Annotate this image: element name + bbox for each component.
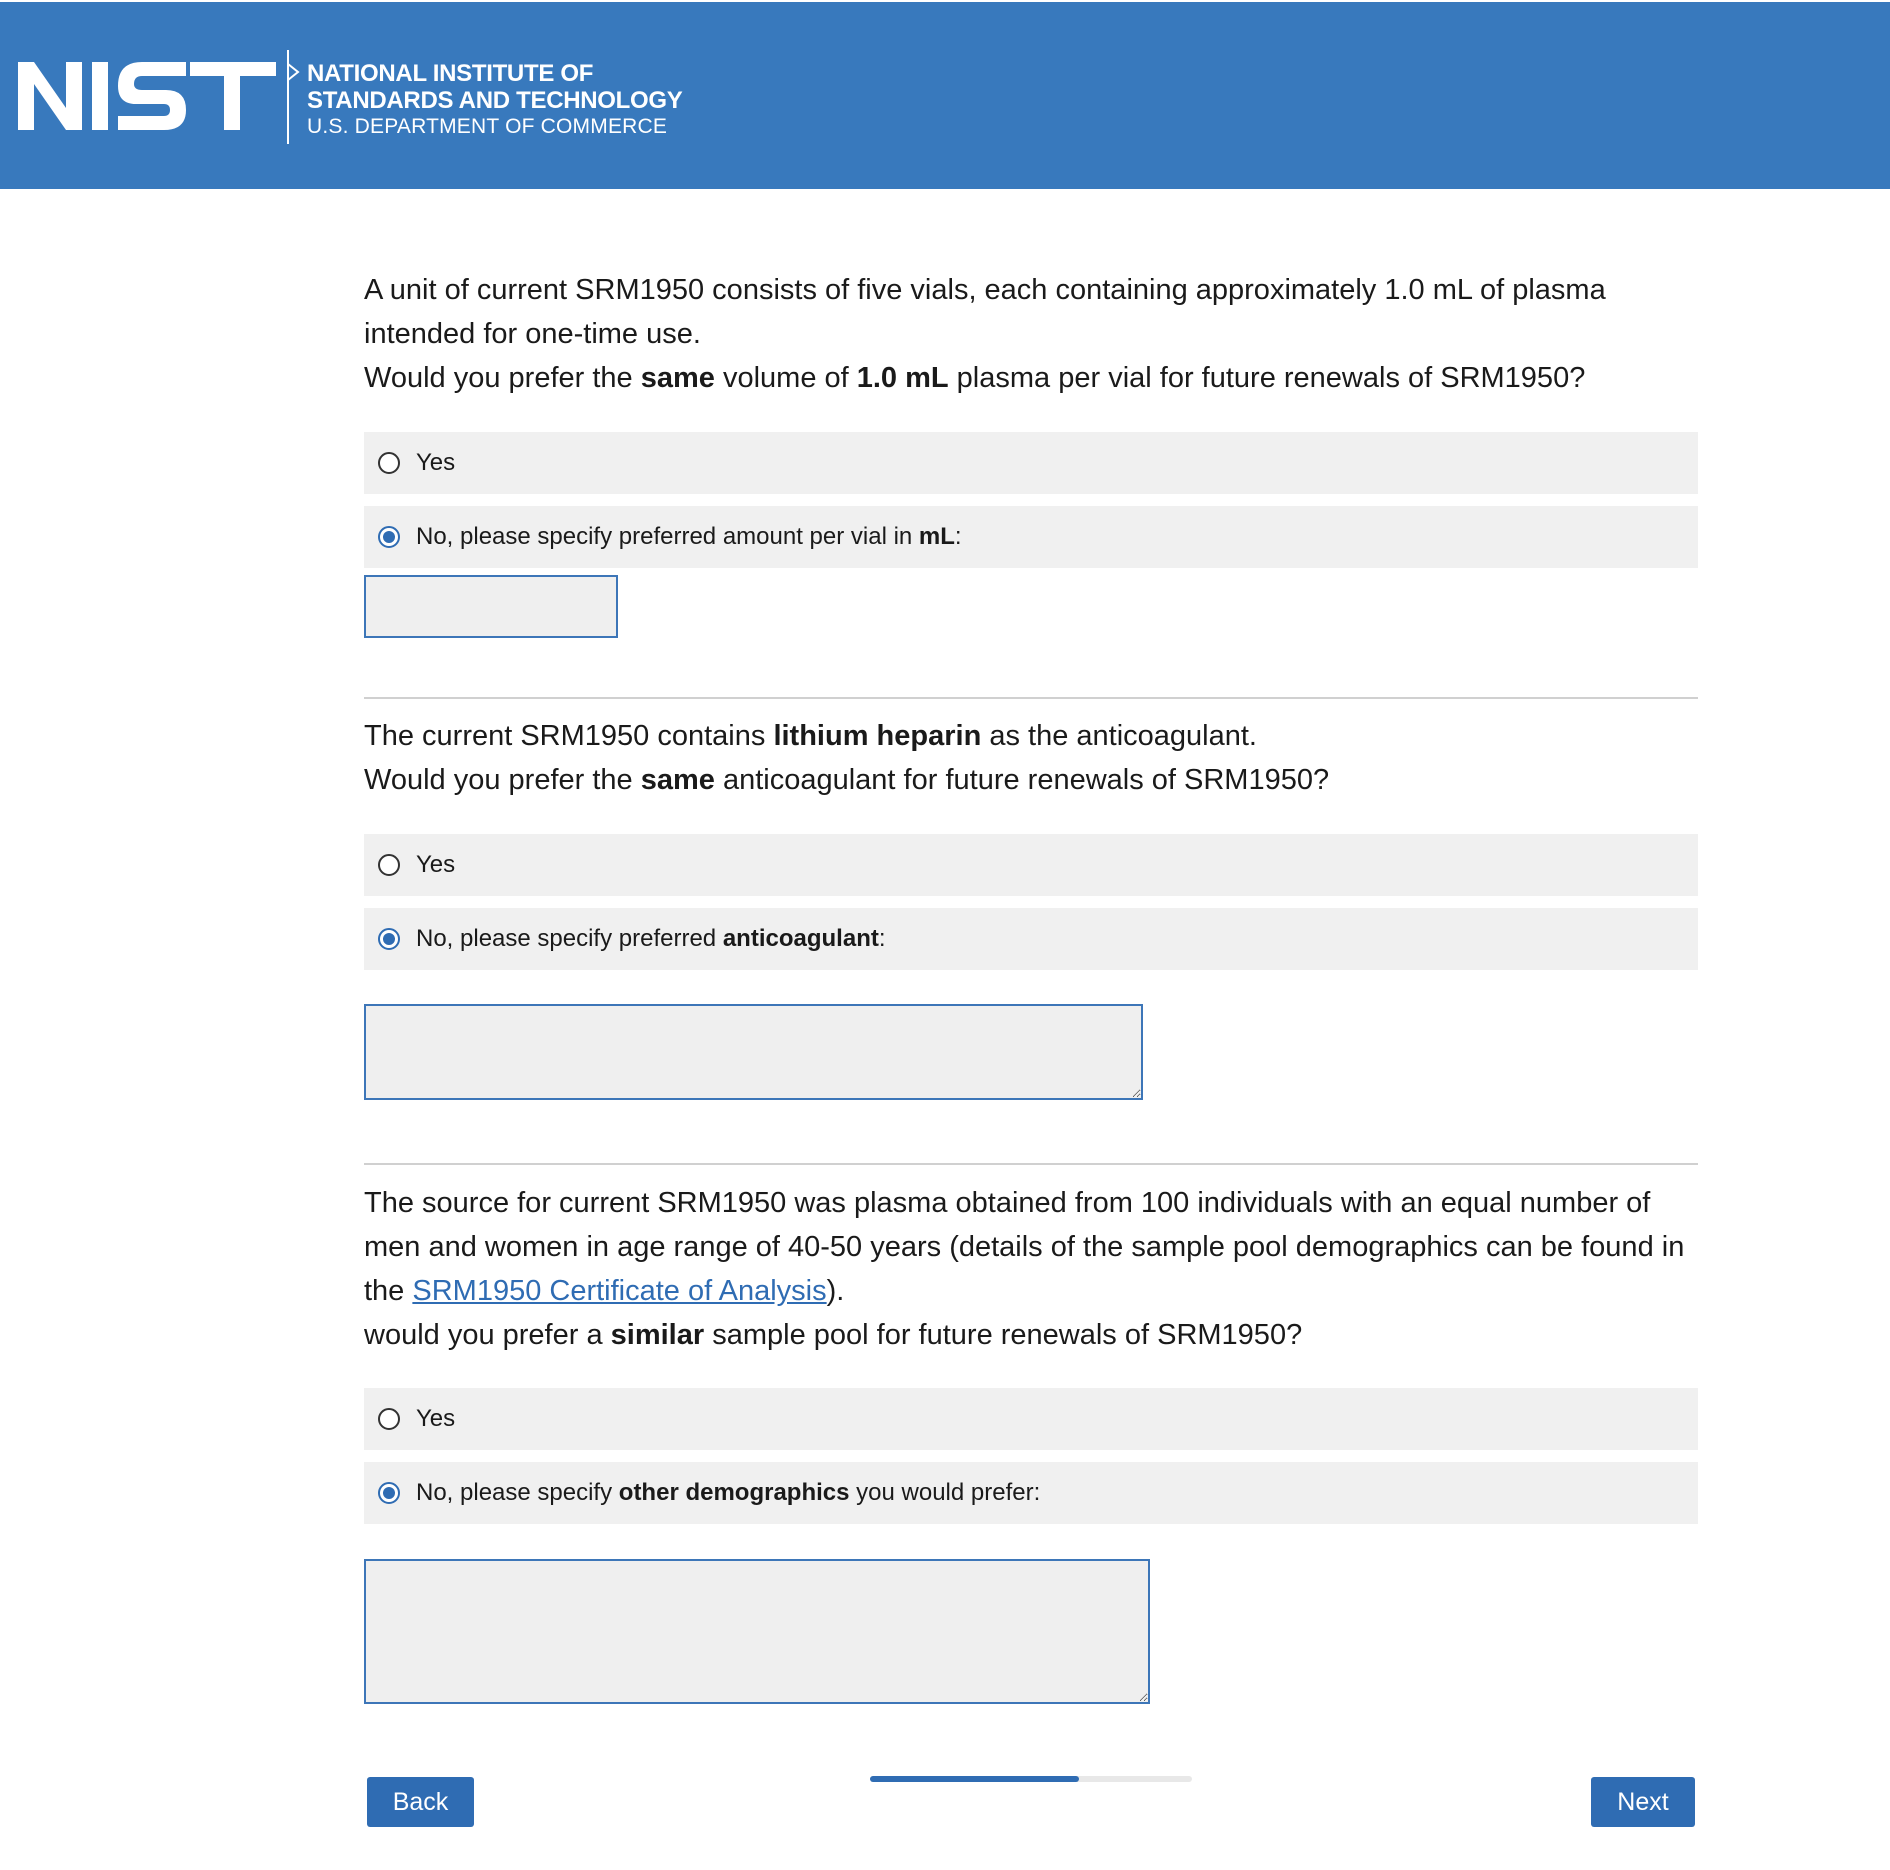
question-2-text <box>364 714 1698 802</box>
site-header <box>0 2 1890 189</box>
org-department: U.S. DEPARTMENT OF COMMERCE <box>307 115 668 138</box>
nist-logo-icon <box>18 60 278 132</box>
question-2-line2: Would you prefer the same anticoagulant for future renewals of SRM1950? <box>364 764 1330 796</box>
org-name <box>307 60 682 140</box>
question-2-option-yes[interactable] <box>364 834 1698 896</box>
question-2-option-no[interactable] <box>364 908 1698 970</box>
radio-button-selected[interactable] <box>378 1482 400 1504</box>
question-3-line1: The source for current SRM1950 was plasma obtained from 100 individuals with an equal number of men and women in age range of 40-50 years (details of the sample pool demographics can be found in the SRM1950 Certificate of Analysis). <box>364 1187 1685 1307</box>
question-2-line1: The current SRM1950 contains lithium heparin as the anticoagulant. <box>364 720 1257 752</box>
radio-button[interactable] <box>378 854 400 876</box>
progress-bar-fill <box>870 1776 1079 1782</box>
radio-button-selected[interactable] <box>378 928 400 950</box>
radio-button[interactable] <box>378 452 400 474</box>
radio-button[interactable] <box>378 1408 400 1430</box>
question-1-line1: A unit of current SRM1950 consists of five vials, each containing approximately 1.0 mL of plasma intended for one-time use. <box>364 274 1606 350</box>
option-label: No, please specify preferred amount per vial in mL: <box>416 523 962 550</box>
question-2-anticoagulant-textarea[interactable] <box>364 1004 1143 1100</box>
option-label: Yes <box>416 851 456 878</box>
question-3-text <box>364 1181 1698 1357</box>
option-label: Yes <box>416 449 456 476</box>
question-3-line2: would you prefer a similar sample pool for future renewals of SRM1950? <box>364 1319 1303 1351</box>
certificate-of-analysis-link[interactable]: SRM1950 Certificate of Analysis <box>412 1275 827 1307</box>
question-3-option-no[interactable] <box>364 1462 1698 1524</box>
option-label: No, please specify other demographics you would prefer: <box>416 1479 1041 1506</box>
logo-divider-icon <box>286 50 302 144</box>
question-1-option-yes[interactable] <box>364 432 1698 494</box>
question-1-text <box>364 268 1698 400</box>
radio-button-selected[interactable] <box>378 526 400 548</box>
question-1-amount-input[interactable] <box>364 575 618 638</box>
progress-bar <box>870 1776 1192 1782</box>
question-3-demographics-textarea[interactable] <box>364 1559 1150 1704</box>
org-name-line1: NATIONAL INSTITUTE OF <box>307 60 594 87</box>
question-1-option-no[interactable] <box>364 506 1698 568</box>
option-label: Yes <box>416 1405 456 1432</box>
section-divider <box>364 697 1698 699</box>
question-3-option-yes[interactable] <box>364 1388 1698 1450</box>
org-name-line2: STANDARDS AND TECHNOLOGY <box>307 87 683 114</box>
next-button[interactable]: Next <box>1591 1777 1695 1827</box>
section-divider <box>364 1163 1698 1165</box>
back-button[interactable]: Back <box>367 1777 474 1827</box>
question-1-line2: Would you prefer the same volume of 1.0 mL plasma per vial for future renewals of SRM1950? <box>364 362 1586 394</box>
option-label: No, please specify preferred anticoagulant: <box>416 925 886 952</box>
